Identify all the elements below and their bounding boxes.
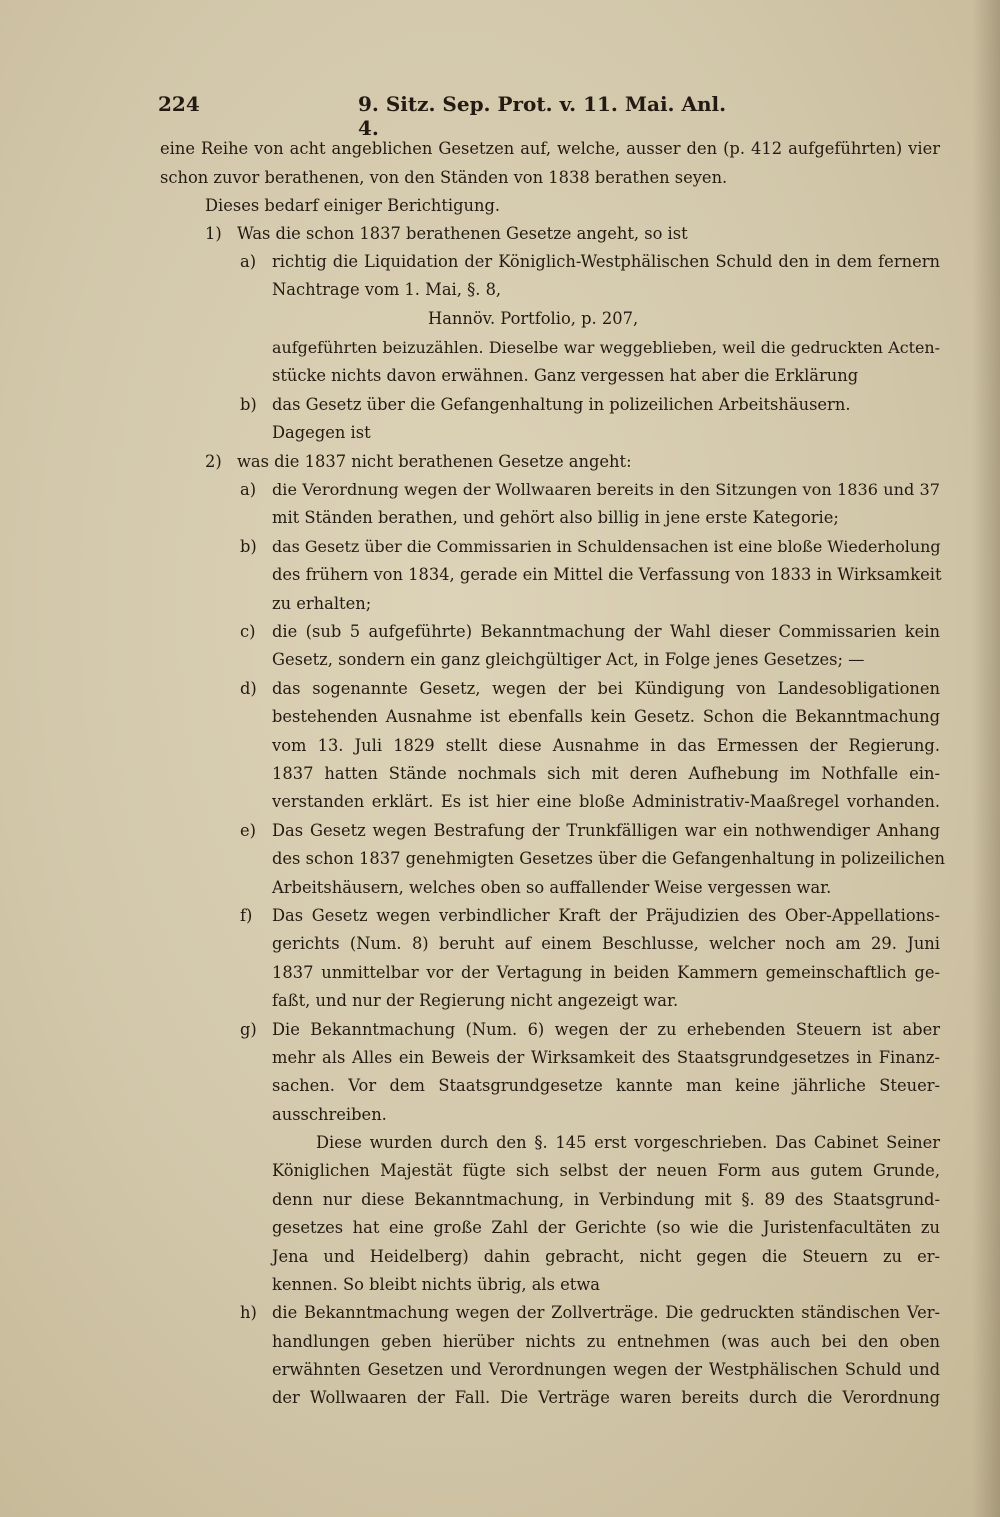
page-edge-shadow (972, 0, 1000, 1517)
text-line: die Bekanntmachung wegen der Zollverträge. Die gedruckten ständischen Ver- (272, 1303, 940, 1322)
list-label: d) (240, 679, 257, 698)
list-label: f) (240, 906, 253, 925)
text-line: Königlichen Majestät fügte sich selbst der neuen Form aus gutem Grunde, (272, 1161, 940, 1180)
text-line: der Wollwaaren der Fall. Die Verträge waren bereits durch die Verordnung (272, 1388, 940, 1407)
text-line: Dieses bedarf einiger Berichtigung. (205, 196, 501, 215)
list-label: b) (240, 395, 257, 414)
text-line: Was die schon 1837 berathenen Gesetze angeht, so ist (237, 224, 688, 243)
text-line: Arbeitshäusern, welches oben so auffallender Weise vergessen war. (272, 878, 832, 897)
text-line: ausschreiben. (272, 1105, 387, 1124)
text-line: zu erhalten; (272, 594, 372, 613)
text-line: schon zuvor berathenen, von den Ständen von 1838 berathen seyen. (160, 168, 728, 187)
text-line: die (sub 5 aufgeführte) Bekanntmachung der Wahl dieser Commissarien kein (272, 622, 940, 641)
text-line: 1837 hatten Stände nochmals sich mit deren Aufhebung im Nothfalle ein- (272, 764, 940, 783)
list-label: 2) (205, 452, 222, 471)
list-label: a) (240, 252, 257, 271)
text-line: stücke nichts davon erwähnen. Ganz vergessen hat aber die Erklärung (272, 366, 859, 385)
text-line: richtig die Liquidation der Königlich-Westphälischen Schuld den in dem fernern (272, 252, 940, 271)
text-line: sachen. Vor dem Staatsgrundgesetze kannte man keine jährliche Steuer- (272, 1076, 940, 1095)
text-line: Jena und Heidelberg) dahin gebracht, nicht gegen die Steuern zu er- (272, 1247, 940, 1266)
text-line: das Gesetz über die Gefangenhaltung in polizeilichen Arbeitshäusern. (272, 395, 851, 414)
text-line: handlungen geben hierüber nichts zu entnehmen (was auch bei den oben (272, 1332, 940, 1351)
text-line: Dagegen ist (272, 423, 371, 442)
text-line: kennen. So bleibt nichts übrig, als etwa (272, 1275, 600, 1294)
text-line: Die Bekanntmachung (Num. 6) wegen der zu erhebenden Steuern ist aber (272, 1020, 940, 1039)
text-line: was die 1837 nicht berathenen Gesetze angeht: (237, 452, 632, 471)
text-line: Das Gesetz wegen verbindlicher Kraft der Präjudizien des Ober-Appellations- (272, 906, 940, 925)
text-line: die Verordnung wegen der Wollwaaren bereits in den Sitzungen von 1836 und 37 (272, 480, 940, 499)
text-line: Das Gesetz wegen Bestrafung der Trunkfälligen war ein nothwendiger Anhang (272, 821, 940, 840)
list-label: e) (240, 821, 256, 840)
text-line: Gesetz, sondern ein ganz gleichgültiger Act, in Folge jenes Gesetzes; — (272, 650, 865, 669)
text-line: bestehenden Ausnahme ist ebenfalls kein Gesetz. Schon die Bekanntmachung (272, 707, 940, 726)
text-line: vom 13. Juli 1829 stellt diese Ausnahme in das Ermessen der Regierung. (272, 736, 940, 755)
text-line: mit Ständen berathen, und gehört also billig in jene erste Kategorie; (272, 508, 839, 527)
text-line: verstanden erklärt. Es ist hier eine bloße Administrativ-Maaßregel vorhanden. (272, 792, 940, 811)
text-line: faßt, und nur der Regierung nicht angezeigt war. (272, 991, 679, 1010)
text-line: denn nur diese Bekanntmachung, in Verbindung mit §. 89 des Staatsgrund- (272, 1190, 940, 1209)
list-label: a) (240, 480, 257, 499)
text-line: das Gesetz über die Commissarien in Schuldensachen ist eine bloße Wiederholung (272, 537, 941, 556)
list-label: 1) (205, 224, 222, 243)
page-number: 224 (158, 92, 200, 116)
list-label: g) (240, 1020, 257, 1039)
text-line: Nachtrage vom 1. Mai, §. 8, (272, 280, 502, 299)
list-label: b) (240, 537, 257, 556)
list-label: c) (240, 622, 256, 641)
list-label: h) (240, 1303, 257, 1322)
text-line: Hannöv. Portfolio, p. 207, (428, 309, 639, 328)
text-line: 1837 unmittelbar vor der Vertagung in beiden Kammern gemeinschaftlich ge- (272, 963, 940, 982)
text-line: des schon 1837 genehmigten Gesetzes über die Gefangenhaltung in polizeilichen (272, 849, 946, 868)
text-line: das sogenannte Gesetz, wegen der bei Kündigung von Landesobligationen (272, 679, 940, 698)
page-header (158, 92, 748, 140)
text-line: eine Reihe von acht angeblichen Gesetzen auf, welche, ausser den (p. 412 aufgeführten) vier (160, 139, 940, 158)
running-head: 9. Sitz. Sep. Prot. v. 11. Mai. Anl. 4. (358, 92, 727, 140)
text-line: gerichts (Num. 8) beruht auf einem Beschlusse, welcher noch am 29. Juni (272, 934, 940, 953)
text-line: Diese wurden durch den §. 145 erst vorgeschrieben. Das Cabinet Seiner (316, 1133, 940, 1152)
text-line: erwähnten Gesetzen und Verordnungen wegen der Westphälischen Schuld und (272, 1360, 940, 1379)
text-line: des frühern von 1834, gerade ein Mittel die Verfassung von 1833 in Wirksamkeit (272, 565, 942, 584)
text-line: mehr als Alles ein Beweis der Wirksamkeit des Staatsgrundgesetzes in Finanz- (272, 1048, 940, 1067)
text-line: aufgeführten beizuzählen. Dieselbe war weggeblieben, weil die gedruckten Acten- (272, 338, 940, 357)
text-line: gesetzes hat eine große Zahl der Gerichte (so wie die Juristenfacultäten zu (272, 1218, 940, 1237)
